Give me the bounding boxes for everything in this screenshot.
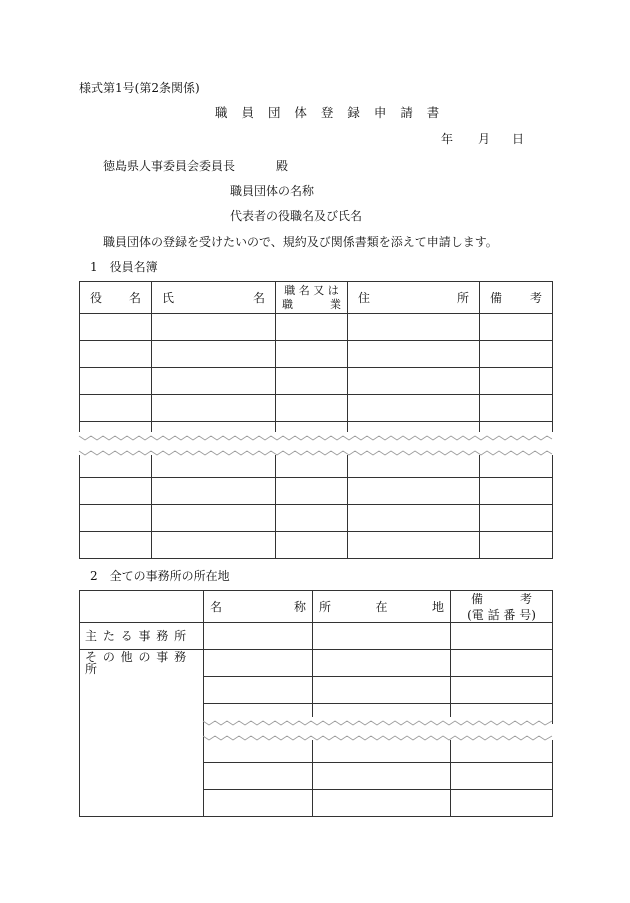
- cell[interactable]: [480, 504, 553, 531]
- cell[interactable]: [204, 789, 313, 816]
- section2-heading: 2 全ての事務所の所在地: [90, 569, 230, 583]
- other-office-label: そ の 他 の 事 務 所: [80, 650, 204, 677]
- cell[interactable]: [152, 477, 276, 504]
- table-row: [80, 623, 553, 650]
- cell[interactable]: [348, 368, 480, 395]
- cell[interactable]: [80, 504, 152, 531]
- cell[interactable]: [480, 341, 553, 368]
- cell[interactable]: [152, 504, 276, 531]
- date-month: 月: [478, 132, 491, 146]
- cell[interactable]: [348, 314, 480, 341]
- cell[interactable]: [480, 314, 553, 341]
- cell[interactable]: [204, 650, 313, 677]
- main-office-label: 主 た る 事 務 所: [80, 623, 204, 650]
- office-table-bottom: [79, 740, 553, 817]
- other-office-continued: [80, 740, 204, 762]
- cell[interactable]: [451, 740, 553, 762]
- table-row: [80, 789, 553, 816]
- cell[interactable]: [313, 762, 451, 789]
- table-row: [80, 650, 553, 677]
- date-day: 日: [512, 132, 525, 146]
- other-office-continued: [80, 789, 204, 816]
- cell[interactable]: [480, 368, 553, 395]
- date-year: 年: [441, 132, 454, 146]
- org-name-label: 職員団体の名称: [230, 184, 315, 198]
- header-office-remarks: 備 考 (電 話 番 号): [451, 591, 553, 623]
- cell[interactable]: [313, 789, 451, 816]
- cell[interactable]: [276, 531, 348, 558]
- other-office-continued: [80, 762, 204, 789]
- table-row: [80, 341, 553, 368]
- cell[interactable]: [348, 341, 480, 368]
- cell[interactable]: [348, 477, 480, 504]
- cell[interactable]: [313, 740, 451, 762]
- cell[interactable]: [451, 623, 553, 650]
- cell[interactable]: [204, 677, 313, 704]
- header-role: 役 名: [80, 282, 152, 314]
- cell[interactable]: [80, 531, 152, 558]
- table-row: [80, 314, 553, 341]
- cell[interactable]: [451, 650, 553, 677]
- cell[interactable]: [313, 623, 451, 650]
- cell[interactable]: [480, 477, 553, 504]
- body-text: 職員団体の登録を受けたいので、規約及び関係書類を添えて申請します。: [103, 235, 498, 249]
- cell[interactable]: [348, 504, 480, 531]
- cell[interactable]: [451, 677, 553, 704]
- cell[interactable]: [276, 341, 348, 368]
- cell[interactable]: [480, 455, 553, 477]
- table-row: [80, 504, 553, 531]
- cell[interactable]: [80, 341, 152, 368]
- header-remarks: 備 考: [480, 282, 553, 314]
- officer-header-row: [80, 282, 553, 314]
- cell[interactable]: [204, 623, 313, 650]
- header-occupation: 職 名 又 は 職 業: [276, 282, 348, 314]
- officer-table-bottom: [79, 455, 553, 559]
- cell[interactable]: [152, 341, 276, 368]
- table-row: [80, 368, 553, 395]
- table-row: [80, 531, 553, 558]
- document-title: 職 員 団 体 登 録 申 請 書: [215, 105, 445, 120]
- cell[interactable]: [204, 740, 313, 762]
- table-row: [80, 677, 553, 704]
- cell[interactable]: [276, 477, 348, 504]
- cell[interactable]: [276, 314, 348, 341]
- officer-table-top: [79, 281, 553, 442]
- header-blank: [80, 591, 204, 623]
- cell[interactable]: [80, 477, 152, 504]
- cell[interactable]: [152, 455, 276, 477]
- table-break: [0, 713, 630, 743]
- header-office-name: 名 称: [204, 591, 313, 623]
- office-header-row: [80, 591, 553, 623]
- table-break: [0, 428, 630, 458]
- header-name: 氏 名: [152, 282, 276, 314]
- cell[interactable]: [313, 677, 451, 704]
- cell[interactable]: [348, 531, 480, 558]
- cell[interactable]: [480, 395, 553, 422]
- cell[interactable]: [80, 368, 152, 395]
- cell[interactable]: [152, 395, 276, 422]
- table-row: [80, 762, 553, 789]
- table-row: [80, 740, 553, 762]
- header-location: 所 在 地: [313, 591, 451, 623]
- table-row: [80, 455, 553, 477]
- addressee-honorific: 殿: [276, 159, 289, 173]
- section1-heading: 1 役員名簿: [90, 260, 158, 274]
- cell[interactable]: [276, 395, 348, 422]
- form-number: 様式第1号(第2条関係): [79, 81, 200, 95]
- representative-label: 代表者の役職名及び氏名: [230, 209, 363, 223]
- header-address: 住 所: [348, 282, 480, 314]
- cell[interactable]: [80, 395, 152, 422]
- cell[interactable]: [276, 455, 348, 477]
- cell[interactable]: [451, 762, 553, 789]
- cell[interactable]: [152, 531, 276, 558]
- cell[interactable]: [276, 504, 348, 531]
- cell[interactable]: [152, 368, 276, 395]
- addressee: 徳島県人事委員会委員長: [103, 159, 236, 173]
- cell[interactable]: [451, 789, 553, 816]
- cell[interactable]: [480, 531, 553, 558]
- office-table-top: [79, 590, 553, 724]
- cell[interactable]: [80, 455, 152, 477]
- cell[interactable]: [348, 395, 480, 422]
- cell[interactable]: [152, 314, 276, 341]
- table-row: [80, 477, 553, 504]
- cell[interactable]: [204, 762, 313, 789]
- other-office-continued: [80, 677, 204, 704]
- cell[interactable]: [80, 314, 152, 341]
- table-row: [80, 395, 553, 422]
- cell[interactable]: [313, 650, 451, 677]
- cell[interactable]: [348, 455, 480, 477]
- cell[interactable]: [276, 368, 348, 395]
